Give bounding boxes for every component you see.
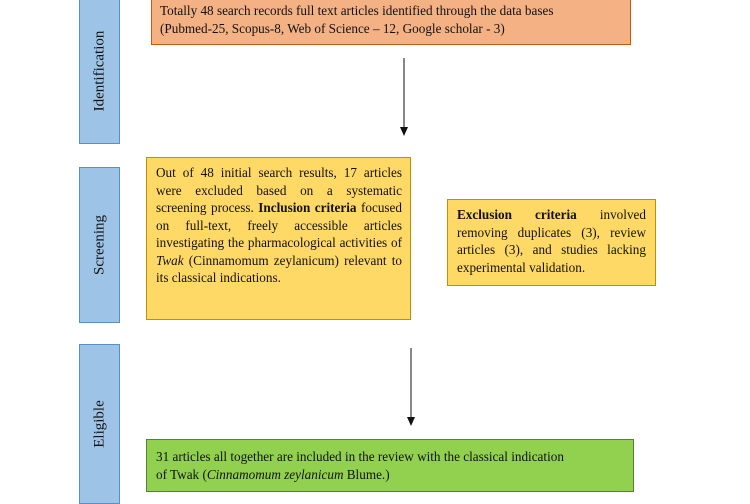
twak-term: Twak — [156, 252, 184, 268]
identification-line-2: (Pubmed-25, Scopus-8, Web of Science – 12, Google scholar - 3) — [160, 20, 505, 36]
exclusion-text: involved removing duplicates (3), review articles (3), and studies lacking experimental validation. — [457, 207, 646, 275]
identification-line-1: Totally 48 search records full text articles identified through the data bases — [160, 3, 554, 18]
exclusion-criteria-label: Exclusion criteria — [457, 207, 577, 222]
stage-screening-label: Screening — [91, 215, 107, 275]
screening-text-1: Out of 48 initial search results, 17 articles were excluded based on a systematic screening process. — [156, 165, 402, 215]
screening-text-2: focused on full-text, freely accessible articles investigating the pharmacological activities of — [156, 200, 402, 250]
screening-text-3: (Cinnamomum zeylanicum) relevant to its classical indications. — [156, 252, 402, 285]
eligible-line-1: 31 articles all together are included in the review with the classical indication — [156, 449, 564, 464]
stage-eligible-label: Eligible — [91, 400, 107, 448]
eligible-line-2-suffix: Blume.) — [343, 466, 390, 482]
stage-identification-label: Identification — [91, 30, 107, 112]
eligible-line-2-prefix: of Twak ( — [156, 466, 207, 482]
arrow-screening-to-eligible — [407, 348, 415, 426]
species-name: Cinnamomum zeylanicum — [206, 466, 344, 482]
inclusion-criteria-label: Inclusion criteria — [258, 200, 357, 215]
arrow-identification-to-screening — [400, 58, 408, 136]
